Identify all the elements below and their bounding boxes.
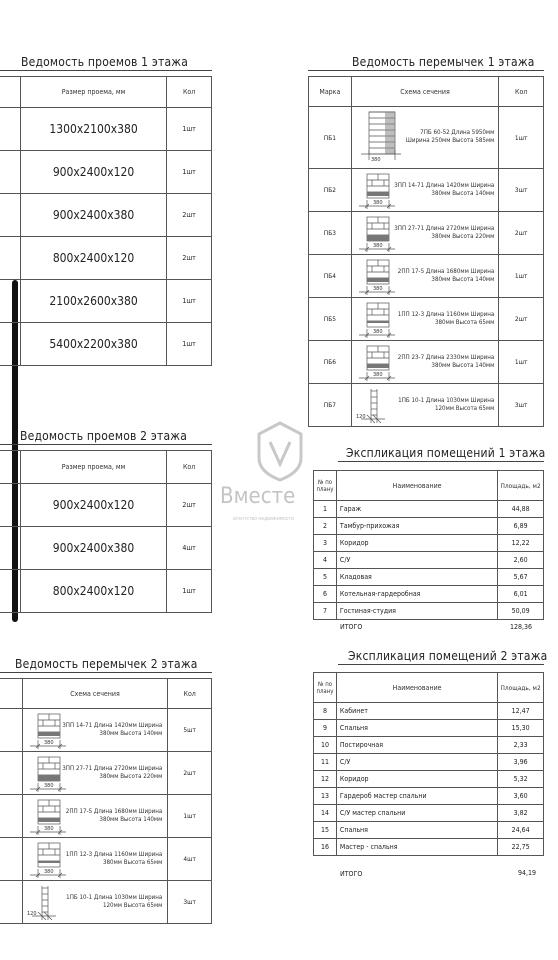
lintel-scheme [351,107,499,169]
table-row [314,586,544,603]
watermark-logo-icon [255,420,305,482]
table-row [314,569,544,586]
lintel-desc-line1: 3ПП 14-71 Длина 1420мм Ширина [62,722,163,729]
openings-1-col-mark [0,77,20,108]
room-area: 50,09 [498,603,544,620]
lintel-qty: 2шт [168,752,212,795]
lintel-dim-label: 380 [372,286,383,292]
lintel-desc-line1: 3ПП 27-71 Длина 2720мм Ширина [62,765,163,772]
table-row [309,341,544,384]
lintel-dim-label: 380 [43,869,54,875]
room-number: 16 [314,839,337,856]
table-row [314,805,544,822]
table-row [0,484,212,527]
lintel-desc-line2: 120мм Высота 65мм [434,405,495,412]
table-row [314,737,544,754]
lintel-section-drawing [355,301,403,339]
table-row [314,822,544,839]
room-number: 6 [314,586,337,603]
room-area: 5,67 [498,569,544,586]
table-row [0,237,212,280]
table-row [314,518,544,535]
openings-1-title: Ведомость проемов 1 этажа [21,55,189,69]
opening-size: 800х2400х120 [20,570,166,613]
lintel-qty: 3шт [168,881,212,924]
lintel-desc-line1: 3ПП 14-71 Длина 1420мм Ширина [394,182,495,189]
lintels-1-table [308,76,544,427]
explication-2-title-underline [338,664,544,665]
table-row [309,298,544,341]
opening-qty: 1шт [167,151,212,194]
lintel-desc-line1: 2ПП 17-5 Длина 1680мм Ширина [65,808,163,815]
opening-size: 1300х2100х380 [20,108,166,151]
opening-size: 900х2400х120 [20,151,166,194]
lintels-2-col-mark [0,679,22,709]
room-name: Котельная-гардеробная [336,586,497,603]
table-row [314,552,544,569]
opening-qty: 1шт [167,280,212,323]
opening-qty: 1шт [167,570,212,613]
room-name: Постирочная [336,737,497,754]
explication-2-total-label: ИТОГО [340,870,363,878]
lintel-mark: ПБ1 [309,107,352,169]
table-row [0,752,212,795]
lintel-desc-line2: 380мм Высота 140мм [431,276,495,283]
watermark-tagline: агентство недвижимости [233,516,294,522]
table-row [314,771,544,788]
openings-2-col-qty: Кол [167,451,212,484]
lintels-1-col-qty: Кол [499,77,544,107]
room-area: 24,64 [498,822,544,839]
table-row [314,720,544,737]
explication-1-col-area: Площадь, м2 [498,471,544,501]
lintels-1-col-mark: Марка [309,77,352,107]
lintel-dim-label: 380 [372,372,383,378]
lintel-scheme [22,709,168,752]
lintel-desc-line1: 3ПП 27-71 Длина 2720мм Ширина [394,225,495,232]
lintel-qty: 4шт [168,838,212,881]
lintel-scheme [351,341,499,384]
opening-size: 5400х2200х380 [20,323,166,366]
lintel-scheme [22,881,168,924]
lintel-desc-line1: 7ПБ 60-52 Длина 5950мм [420,129,495,136]
openings-2-title-underline [0,444,212,445]
lintel-dim-label: 380 [372,200,383,206]
lintel-scheme [351,384,499,427]
lintels-1-title-underline [308,70,544,71]
room-name: Коридор [336,535,497,552]
lintel-desc-line1: 1ПП 12-3 Длина 1160мм Ширина [397,311,495,318]
table-row [309,169,544,212]
table-row [0,709,212,752]
opening-qty: 4шт [167,527,212,570]
openings-1-col-qty: Кол [167,77,212,108]
lintel-desc-line1: 1ПП 12-3 Длина 1160мм Ширина [65,851,163,858]
explication-2-col-name: Наименование [336,673,497,703]
table-row [314,703,544,720]
lintel-section-drawing [355,258,403,296]
room-number: 8 [314,703,337,720]
table-row [0,323,212,366]
room-name: Гараж [336,501,497,518]
lintel-section-drawing [355,344,403,382]
lintel-mark: ПБ5 [309,298,352,341]
lintel-dim-label: 380 [43,783,54,789]
room-name: Тамбур-прихожая [336,518,497,535]
opening-qty: 1шт [167,323,212,366]
watermark-brand: Вместе [220,484,296,509]
lintel-desc-line1: 1ПБ 10-1 Длина 1030мм Ширина [398,397,495,404]
room-area: 22,75 [498,839,544,856]
room-area: 3,82 [498,805,544,822]
room-name: С/У [336,552,497,569]
room-name: Гостиная-студия [336,603,497,620]
lintel-desc-line1: 1ПБ 10-1 Длина 1030мм Ширина [66,894,163,901]
lintel-desc-line2: 380мм Высота 220мм [431,233,495,240]
room-number: 1 [314,501,337,518]
table-row [314,839,544,856]
room-name: Кладовая [336,569,497,586]
explication-1-title-underline [338,461,544,462]
lintel-scheme [22,752,168,795]
room-name: Кабинет [336,703,497,720]
lintel-dim-label: 380 [43,826,54,832]
concrete-hatch [385,112,395,154]
lintel-mark: ПБ2 [309,169,352,212]
lintels-2-title-underline [0,672,212,673]
room-name: С/У [336,754,497,771]
explication-1-col-no: № по плану [314,471,337,501]
room-number: 12 [314,771,337,788]
table-row [309,384,544,427]
lintel-mark: ПБ6 [309,341,352,384]
room-name: Спальня [336,720,497,737]
lintel-mark: ПБ3 [309,212,352,255]
lintel-dim-label: 120 [355,414,366,420]
explication-2-table [313,672,544,856]
openings-2-col-mark [0,451,20,484]
explication-1-total-value: 128,36 [510,623,533,631]
lintel-desc-line2: 380мм Высота 65мм [102,859,163,866]
openings-1-title-underline [0,70,212,71]
room-number: 9 [314,720,337,737]
table-row [309,212,544,255]
room-number: 11 [314,754,337,771]
lintel-mark: ПБ4 [309,255,352,298]
room-name: Мастер - спальня [336,839,497,856]
explication-1-title: Экспликация помещений 1 этажа [346,446,546,460]
table-row [0,881,212,924]
openings-2-col-size: Размер проема, мм [20,451,166,484]
room-area: 5,32 [498,771,544,788]
table-row [314,501,544,518]
table-row [314,788,544,805]
lintels-2-table [0,678,212,924]
lintel-desc-line1: 2ПП 23-7 Длина 2330мм Ширина [397,354,495,361]
table-row [0,280,212,323]
table-row [0,108,212,151]
room-number: 5 [314,569,337,586]
table-row [0,838,212,881]
opening-qty: 2шт [167,237,212,280]
lintel-qty: 1шт [499,255,544,298]
explication-1-total-label: ИТОГО [340,623,363,631]
room-number: 15 [314,822,337,839]
room-name: Спальня [336,822,497,839]
table-row [0,194,212,237]
lintel-desc-line1: 2ПП 17-5 Длина 1680мм Ширина [397,268,495,275]
room-number: 14 [314,805,337,822]
lintel-dim-label: 120 [26,911,37,917]
table-row [0,527,212,570]
lintel-scheme [351,169,499,212]
lintel-dim-label: 380 [43,740,54,746]
table-row [314,535,544,552]
room-name: Коридор [336,771,497,788]
openings-2-title: Ведомость проемов 2 этажа [20,429,188,443]
room-area: 12,47 [498,703,544,720]
opening-qty: 2шт [167,194,212,237]
lintels-2-col-scheme: Схема сечения [22,679,168,709]
lintel-desc-line2: 380мм Высота 220мм [99,773,163,780]
room-area: 6,89 [498,518,544,535]
room-area: 2,60 [498,552,544,569]
table-row [0,570,212,613]
explication-1-table [313,470,544,620]
opening-size: 900х2400х380 [20,194,166,237]
explication-2-total-value: 94,19 [518,869,537,877]
room-name: С/У мастер спальни [336,805,497,822]
lintel-qty: 2шт [499,212,544,255]
explication-2-title: Экспликация помещений 2 этажа [348,649,548,663]
lintel-dim-label: 380 [372,329,383,335]
lintel-desc-line2: 120мм Высота 65мм [102,902,163,909]
lintel-desc-line2: Ширина 250мм Высота 585мм [405,137,495,144]
lintels-2-title: Ведомость перемычек 2 этажа [15,657,198,671]
table-row [309,107,544,169]
openings-2-table [0,450,212,613]
opening-size: 800х2400х120 [20,237,166,280]
table-row [314,603,544,620]
room-area: 6,01 [498,586,544,603]
openings-1-col-size: Размер проема, мм [20,77,166,108]
opening-size: 2100х2600х380 [20,280,166,323]
lintel-scheme [351,298,499,341]
opening-size: 900х2400х120 [20,484,166,527]
explication-2-col-area: Площадь, м2 [498,673,544,703]
room-number: 7 [314,603,337,620]
lintels-1-col-scheme: Схема сечения [351,77,499,107]
explication-1-col-name: Наименование [336,471,497,501]
openings-1-table [0,76,212,366]
lintel-dim-label: 380 [372,243,383,249]
lintel-dim-label: 380 [370,157,381,163]
room-area: 3,60 [498,788,544,805]
lintel-scheme [22,838,168,881]
room-area: 12,22 [498,535,544,552]
lintel-qty: 2шт [499,298,544,341]
table-row [0,151,212,194]
lintel-desc-line2: 380мм Высота 140мм [431,362,495,369]
lintel-qty: 5шт [168,709,212,752]
lintel-qty: 1шт [168,795,212,838]
lintel-section-drawing [355,387,403,425]
room-area: 3,96 [498,754,544,771]
lintel-mark: ПБ7 [309,384,352,427]
lintel-qty: 1шт [499,107,544,169]
lintels-2-col-qty: Кол [168,679,212,709]
lintel-desc-line2: 380мм Высота 140мм [99,730,163,737]
opening-size: 900х2400х380 [20,527,166,570]
lintel-qty: 3шт [499,169,544,212]
room-name: Гардероб мастер спальни [336,788,497,805]
table-row [309,255,544,298]
lintel-scheme [351,212,499,255]
lintel-desc-line2: 380мм Высота 140мм [431,190,495,197]
room-area: 44,88 [498,501,544,518]
opening-qty: 2шт [167,484,212,527]
lintels-1-title: Ведомость перемычек 1 этажа [352,55,535,69]
room-number: 10 [314,737,337,754]
room-number: 4 [314,552,337,569]
room-number: 13 [314,788,337,805]
lintel-section-drawing [355,110,403,166]
room-number: 2 [314,518,337,535]
lintel-qty: 3шт [499,384,544,427]
lintel-desc-line2: 380мм Высота 65мм [434,319,495,326]
opening-qty: 1шт [167,108,212,151]
table-row [0,795,212,838]
lintel-scheme [351,255,499,298]
room-area: 2,33 [498,737,544,754]
explication-2-col-no: № по плану [314,673,337,703]
room-area: 15,30 [498,720,544,737]
lintel-qty: 1шт [499,341,544,384]
room-number: 3 [314,535,337,552]
lintel-desc-line2: 380мм Высота 140мм [99,816,163,823]
lintel-scheme [22,795,168,838]
table-row [314,754,544,771]
